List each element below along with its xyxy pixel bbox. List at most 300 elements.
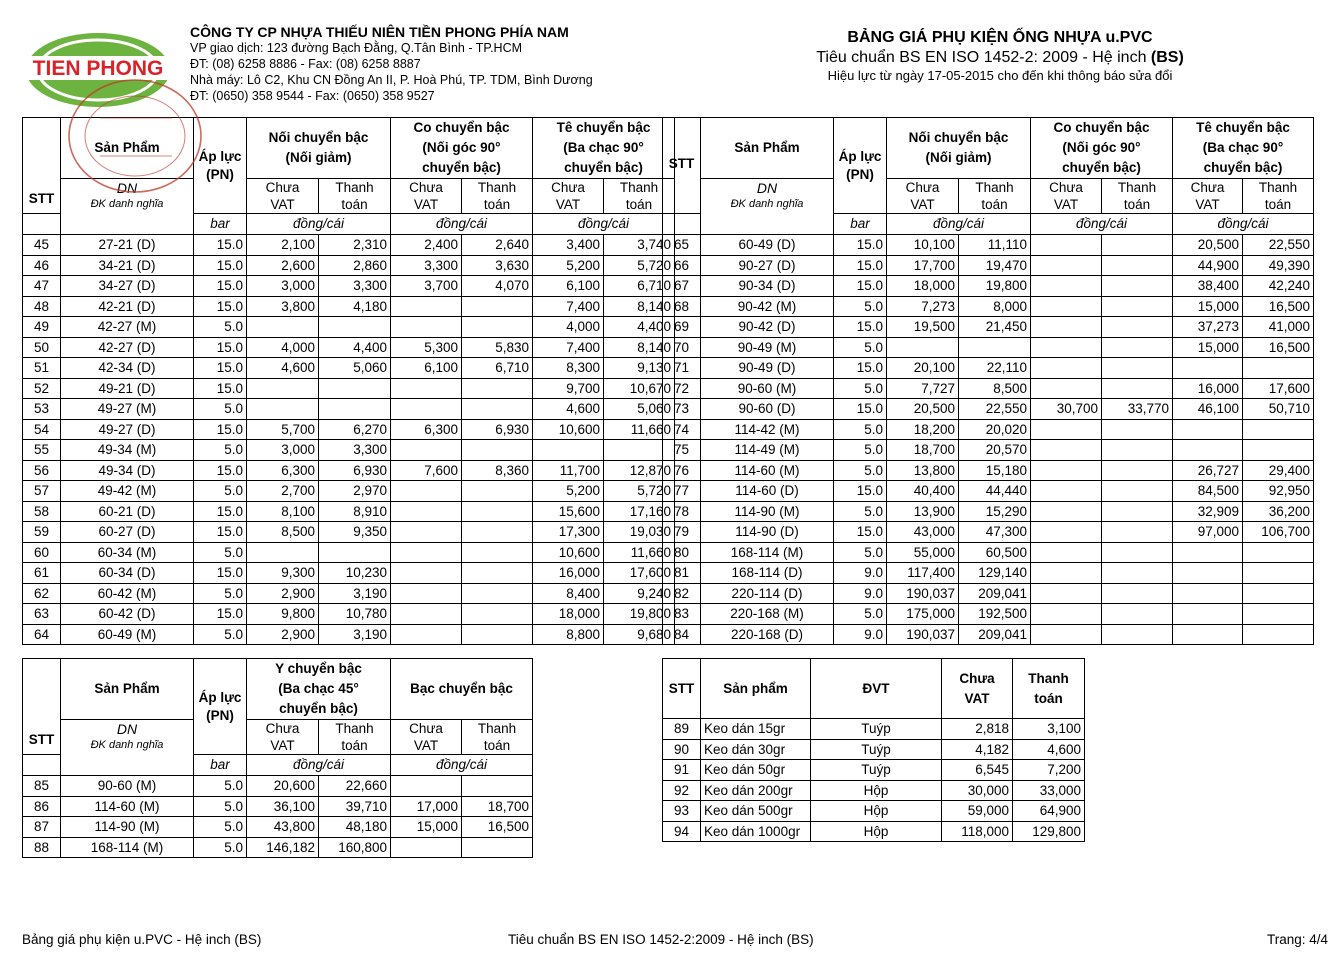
table-row	[23, 624, 675, 645]
table-cell	[1031, 235, 1102, 256]
header-dvt: ĐVT	[811, 659, 942, 719]
chua-label: Chưa	[265, 721, 300, 736]
table-cell	[1102, 583, 1173, 604]
header-ap-luc	[834, 118, 887, 214]
table-cell: 18,000	[887, 276, 959, 297]
table-cell: 90-49 (M)	[701, 337, 834, 358]
glue-price-table-body	[663, 719, 1085, 842]
header-ap-luc	[194, 118, 247, 214]
table-cell: 49-27 (M)	[61, 399, 194, 420]
header-thanh-toan	[959, 179, 1031, 214]
header-chua-vat	[247, 179, 319, 214]
table-cell: 30,700	[1031, 399, 1102, 420]
table-cell: 65	[663, 235, 701, 256]
table-cell: 2,818	[942, 719, 1013, 740]
table-cell: 4,600	[247, 358, 319, 379]
header-unit: đồng/cái	[1031, 214, 1173, 235]
table-cell: 74	[663, 419, 701, 440]
table-cell	[1173, 542, 1243, 563]
table-cell: 22,550	[1243, 235, 1314, 256]
table-row	[663, 583, 1314, 604]
table-cell: 60	[23, 542, 61, 563]
table-cell	[1031, 255, 1102, 276]
table-cell: 61	[23, 563, 61, 584]
table-cell: 42-21 (D)	[61, 296, 194, 317]
table-cell: 3,700	[391, 276, 462, 297]
header-chua-vat	[247, 720, 319, 755]
chua-label: Chưa	[265, 180, 300, 195]
price-table-right	[662, 117, 1314, 645]
table-cell: 3,300	[319, 440, 391, 461]
footer-left: Bảng giá phụ kiện u.PVC - Hệ inch (BS)	[22, 932, 262, 947]
table-cell	[462, 399, 533, 420]
table-cell: 10,780	[319, 604, 391, 625]
table-cell	[1102, 378, 1173, 399]
table-cell: 4,400	[604, 317, 675, 338]
table-cell: 168-114 (D)	[701, 563, 834, 584]
table-cell: 26,727	[1173, 460, 1243, 481]
table-row	[23, 317, 675, 338]
table-cell: 91	[663, 760, 701, 781]
table-cell	[319, 542, 391, 563]
table-cell: 44,440	[959, 481, 1031, 502]
table-cell: 85	[23, 776, 61, 797]
chua-label: Chưa	[551, 180, 585, 195]
table-cell: 20,500	[1173, 235, 1243, 256]
table-cell	[1031, 501, 1102, 522]
table-cell: 17,000	[391, 796, 462, 817]
table-cell: 54	[23, 419, 61, 440]
table-cell	[391, 522, 462, 543]
table-cell: 168-114 (M)	[61, 837, 194, 858]
table-cell: 9,680	[604, 624, 675, 645]
document-title: BẢNG GIÁ PHỤ KIỆN ỐNG NHỰA u.PVC	[847, 29, 1153, 46]
table-cell: 114-42 (M)	[701, 419, 834, 440]
table-cell: 3,000	[247, 276, 319, 297]
table-cell: 68	[663, 296, 701, 317]
table-cell	[391, 399, 462, 420]
table-cell: 59	[23, 522, 61, 543]
table-cell: 220-168 (D)	[701, 624, 834, 645]
table-cell: 20,020	[959, 419, 1031, 440]
table-cell: 20,100	[887, 358, 959, 379]
table-cell: 73	[663, 399, 701, 420]
table-cell	[1102, 604, 1173, 625]
table-cell: 66	[663, 255, 701, 276]
price-table-bottom-left	[22, 658, 533, 858]
table-cell: 44,900	[1173, 255, 1243, 276]
company-name: CÔNG TY CP NHỰA THIẾU NIÊN TIỀN PHONG PHÍA NAM	[190, 24, 569, 40]
table-cell: 5.0	[834, 542, 887, 563]
table-cell	[462, 296, 533, 317]
table-cell: 3,100	[1013, 719, 1085, 740]
table-cell	[1031, 583, 1102, 604]
table-row	[23, 235, 675, 256]
te-label-2: (Ba chạc 90°	[1202, 140, 1284, 155]
table-cell: 15.0	[194, 255, 247, 276]
table-cell	[1031, 358, 1102, 379]
table-cell	[1031, 419, 1102, 440]
table-cell	[1243, 624, 1314, 645]
table-cell	[1102, 542, 1173, 563]
table-cell: 93	[663, 801, 701, 822]
table-row	[23, 337, 675, 358]
table-cell: 16,500	[1243, 337, 1314, 358]
table-cell: 5.0	[834, 604, 887, 625]
table-cell: 90-60 (D)	[701, 399, 834, 420]
header-ap-luc	[194, 659, 247, 755]
y-label-3: chuyển bậc)	[279, 701, 358, 716]
table-cell: 60-49 (M)	[61, 624, 194, 645]
table-cell: 89	[663, 719, 701, 740]
table-cell	[1243, 583, 1314, 604]
table-row	[663, 522, 1314, 543]
header-chua-vat	[533, 179, 604, 214]
header-unit: đồng/cái	[247, 214, 391, 235]
header-te	[533, 118, 675, 179]
table-cell: 5,060	[319, 358, 391, 379]
table-cell	[1102, 358, 1173, 379]
table-cell	[1102, 563, 1173, 584]
company-factory-phone: ĐT: (0650) 358 9544 - Fax: (0650) 358 9527	[190, 89, 435, 103]
te-label-1: Tê chuyển bậc	[556, 120, 651, 135]
dn-label: DN	[116, 180, 138, 196]
thanh-label: Thanh	[477, 180, 517, 195]
table-cell	[887, 337, 959, 358]
table-cell	[462, 776, 533, 797]
table-cell: 2,900	[247, 583, 319, 604]
table-cell	[462, 317, 533, 338]
table-cell: 11,660	[604, 542, 675, 563]
table-row	[663, 440, 1314, 461]
toan-label: toán	[341, 738, 368, 753]
table-cell	[1243, 542, 1314, 563]
table-cell: 8,000	[959, 296, 1031, 317]
table-cell: 8,140	[604, 296, 675, 317]
table-cell: 60-42 (D)	[61, 604, 194, 625]
toan-label: toán	[625, 197, 653, 212]
table-cell: 106,700	[1243, 522, 1314, 543]
table-cell	[391, 563, 462, 584]
table-cell: 38,400	[1173, 276, 1243, 297]
table-cell: 48	[23, 296, 61, 317]
table-cell	[1173, 563, 1243, 584]
table-cell: 40,400	[887, 481, 959, 502]
table-cell: 6,545	[942, 760, 1013, 781]
table-row	[23, 255, 675, 276]
table-cell	[1031, 276, 1102, 297]
header-co	[1031, 118, 1173, 179]
table-cell	[247, 378, 319, 399]
header-thanh-toan	[462, 720, 533, 755]
table-cell: 220-168 (M)	[701, 604, 834, 625]
table-cell	[319, 378, 391, 399]
table-cell: 5.0	[194, 837, 247, 858]
table-cell: 60-42 (M)	[61, 583, 194, 604]
table-cell: 3,400	[533, 235, 604, 256]
table-cell: 190,037	[887, 624, 959, 645]
table-cell	[462, 837, 533, 858]
table-cell	[1031, 378, 1102, 399]
table-row	[23, 796, 533, 817]
table-cell: 4,000	[533, 317, 604, 338]
table-cell: 114-60 (M)	[61, 796, 194, 817]
table-cell: 5.0	[194, 624, 247, 645]
table-cell: 8,300	[533, 358, 604, 379]
table-cell: 15.0	[194, 337, 247, 358]
table-cell: 32,909	[1173, 501, 1243, 522]
standard-bold: (BS)	[1150, 49, 1184, 66]
te-label-1: Tê chuyển bậc	[1196, 120, 1290, 135]
header-thanh-toan	[1013, 659, 1085, 719]
table-cell	[1031, 563, 1102, 584]
table-cell	[1173, 419, 1243, 440]
table-cell: 70	[663, 337, 701, 358]
table-cell	[1243, 358, 1314, 379]
table-cell: 3,190	[319, 624, 391, 645]
table-cell: 71	[663, 358, 701, 379]
table-cell	[1173, 583, 1243, 604]
table-row	[663, 358, 1314, 379]
table-cell	[1031, 481, 1102, 502]
table-cell: 2,600	[247, 255, 319, 276]
dk-label: ĐK danh nghĩa	[90, 739, 164, 751]
te-label-3: chuyển bậc)	[1203, 160, 1283, 175]
table-cell: 15.0	[194, 276, 247, 297]
glue-price-table	[662, 658, 1085, 842]
table-cell: 117,400	[887, 563, 959, 584]
table-cell: 114-60 (M)	[701, 460, 834, 481]
table-cell: 3,630	[462, 255, 533, 276]
table-cell	[391, 542, 462, 563]
header-san-pham: Sản Phẩm	[701, 118, 834, 179]
table-cell: 17,700	[887, 255, 959, 276]
table-cell: 84,500	[1173, 481, 1243, 502]
thanh-label: Thanh	[1258, 180, 1298, 195]
table-cell: 60-21 (D)	[61, 501, 194, 522]
table-cell: 84	[663, 624, 701, 645]
table-cell: 5,200	[533, 481, 604, 502]
table-cell: 15.0	[194, 563, 247, 584]
table-cell: Tuýp	[811, 739, 942, 760]
table-cell	[1031, 542, 1102, 563]
price-table-right-body	[663, 235, 1314, 645]
table-cell: 82	[663, 583, 701, 604]
table-cell: 12,870	[604, 460, 675, 481]
table-cell: 3,300	[319, 276, 391, 297]
table-row	[663, 460, 1314, 481]
header-noi	[247, 118, 391, 179]
header-bac: Bạc chuyển bậc	[391, 659, 533, 720]
header-stt-blank	[23, 214, 61, 235]
table-cell: 59,000	[942, 801, 1013, 822]
vat-label: VAT	[910, 197, 935, 212]
table-cell: 7,727	[887, 378, 959, 399]
table-row	[23, 583, 675, 604]
table-cell: 5.0	[834, 419, 887, 440]
header-san-pham: Sản Phẩm	[61, 118, 194, 179]
table-cell	[959, 337, 1031, 358]
table-cell: 5.0	[194, 542, 247, 563]
table-cell: 87	[23, 817, 61, 838]
table-cell	[1031, 440, 1102, 461]
table-cell: 49	[23, 317, 61, 338]
table-row	[23, 776, 533, 797]
table-cell: 160,800	[319, 837, 391, 858]
table-cell: 11,700	[533, 460, 604, 481]
header-chua-vat	[942, 659, 1013, 719]
table-cell: 57	[23, 481, 61, 502]
table-cell: 2,970	[319, 481, 391, 502]
table-cell: 18,700	[462, 796, 533, 817]
table-cell	[1102, 419, 1173, 440]
table-cell: 4,070	[462, 276, 533, 297]
table-cell	[462, 440, 533, 461]
table-cell: Hộp	[811, 780, 942, 801]
table-row	[23, 542, 675, 563]
table-row	[23, 481, 675, 502]
table-cell	[462, 378, 533, 399]
table-cell: 8,500	[247, 522, 319, 543]
table-row	[663, 801, 1085, 822]
company-logo	[22, 30, 174, 110]
table-cell: 13,900	[887, 501, 959, 522]
table-cell: 11,660	[604, 419, 675, 440]
table-cell: 45	[23, 235, 61, 256]
table-cell: 7,600	[391, 460, 462, 481]
header-dn	[61, 720, 194, 776]
table-row	[663, 821, 1085, 842]
header-stt: STT	[663, 659, 701, 719]
table-cell: 7,400	[533, 296, 604, 317]
table-cell: 2,640	[462, 235, 533, 256]
table-cell: 86	[23, 796, 61, 817]
header-chua-vat	[1031, 179, 1102, 214]
header-unit: đồng/cái	[887, 214, 1031, 235]
table-cell: 15.0	[194, 378, 247, 399]
table-cell	[1243, 563, 1314, 584]
table-cell: 51	[23, 358, 61, 379]
table-cell	[319, 399, 391, 420]
dk-label: ĐK danh nghĩa	[730, 198, 804, 210]
thanh-label: Thanh	[1117, 180, 1157, 195]
table-cell: 9,130	[604, 358, 675, 379]
table-cell: 97,000	[1173, 522, 1243, 543]
table-cell: 15,600	[533, 501, 604, 522]
table-cell: 18,000	[533, 604, 604, 625]
table-cell: 118,000	[942, 821, 1013, 842]
header-san-pham: Sản Phẩm	[61, 659, 194, 720]
standard-text: Tiêu chuẩn BS EN ISO 1452-2: 2009 - Hệ inch	[816, 49, 1151, 66]
table-cell: 43,800	[247, 817, 319, 838]
table-cell: 15.0	[194, 460, 247, 481]
table-row	[663, 276, 1314, 297]
table-cell	[462, 481, 533, 502]
table-cell: 34-21 (D)	[61, 255, 194, 276]
table-cell: 15.0	[194, 358, 247, 379]
table-cell: 15.0	[194, 419, 247, 440]
table-cell	[247, 317, 319, 338]
table-cell: 114-90 (M)	[61, 817, 194, 838]
table-cell: 8,360	[462, 460, 533, 481]
table-cell: 8,100	[247, 501, 319, 522]
table-cell: 17,300	[533, 522, 604, 543]
company-office-phone: ĐT: (08) 6258 8886 - Fax: (08) 6258 8887	[190, 57, 421, 71]
table-row	[23, 460, 675, 481]
table-cell: 9,350	[319, 522, 391, 543]
header-thanh-toan	[1102, 179, 1173, 214]
table-row	[23, 399, 675, 420]
table-cell	[462, 501, 533, 522]
table-row	[23, 817, 533, 838]
thanh-label: Thanh	[1028, 670, 1069, 686]
table-cell: 34-27 (D)	[61, 276, 194, 297]
table-row	[663, 296, 1314, 317]
table-cell: 5,060	[604, 399, 675, 420]
table-cell: 92	[663, 780, 701, 801]
footer-page-number: Trang: 4/4	[1266, 932, 1328, 947]
document-effective-date: Hiệu lực từ ngày 17-05-2015 cho đến khi thông báo sửa đổi	[827, 68, 1173, 83]
table-row	[23, 358, 675, 379]
table-row	[23, 563, 675, 584]
table-cell: 192,500	[959, 604, 1031, 625]
y-label-1: Y chuyển bậc	[275, 661, 362, 676]
table-cell: 6,930	[319, 460, 391, 481]
co-label-2: (Nối góc 90°	[422, 140, 501, 155]
table-cell	[391, 837, 462, 858]
table-cell: 5.0	[194, 583, 247, 604]
header-chua-vat	[887, 179, 959, 214]
table-cell: 43,000	[887, 522, 959, 543]
table-cell: 64,900	[1013, 801, 1085, 822]
price-table-left	[22, 117, 675, 645]
header-dn	[701, 179, 834, 235]
thanh-label: Thanh	[335, 180, 374, 195]
table-cell: 19,470	[959, 255, 1031, 276]
price-table-left-body	[23, 235, 675, 645]
header-thanh-toan	[319, 179, 391, 214]
table-cell	[391, 604, 462, 625]
table-cell: 5.0	[194, 817, 247, 838]
table-cell	[1031, 624, 1102, 645]
table-cell: 5.0	[194, 796, 247, 817]
table-cell: 80	[663, 542, 701, 563]
table-cell: 2,700	[247, 481, 319, 502]
table-cell: 6,300	[247, 460, 319, 481]
table-row	[663, 604, 1314, 625]
table-cell: 7,273	[887, 296, 959, 317]
table-cell: 42-27 (D)	[61, 337, 194, 358]
table-cell: 175,000	[887, 604, 959, 625]
table-cell: 39,710	[319, 796, 391, 817]
header-stt-blank	[663, 214, 701, 235]
header-stt-blank	[23, 755, 61, 776]
table-cell: 15.0	[834, 276, 887, 297]
table-cell	[391, 378, 462, 399]
table-cell: 168-114 (M)	[701, 542, 834, 563]
header-unit: đồng/cái	[247, 755, 391, 776]
table-cell: 47,300	[959, 522, 1031, 543]
table-cell: 20,500	[887, 399, 959, 420]
table-cell: 5.0	[194, 481, 247, 502]
table-cell: 13,800	[887, 460, 959, 481]
header-te	[1173, 118, 1314, 179]
table-cell: 4,400	[319, 337, 391, 358]
table-cell	[247, 399, 319, 420]
table-row	[663, 337, 1314, 358]
pn-label: (PN)	[846, 166, 874, 182]
table-cell: 15,290	[959, 501, 1031, 522]
